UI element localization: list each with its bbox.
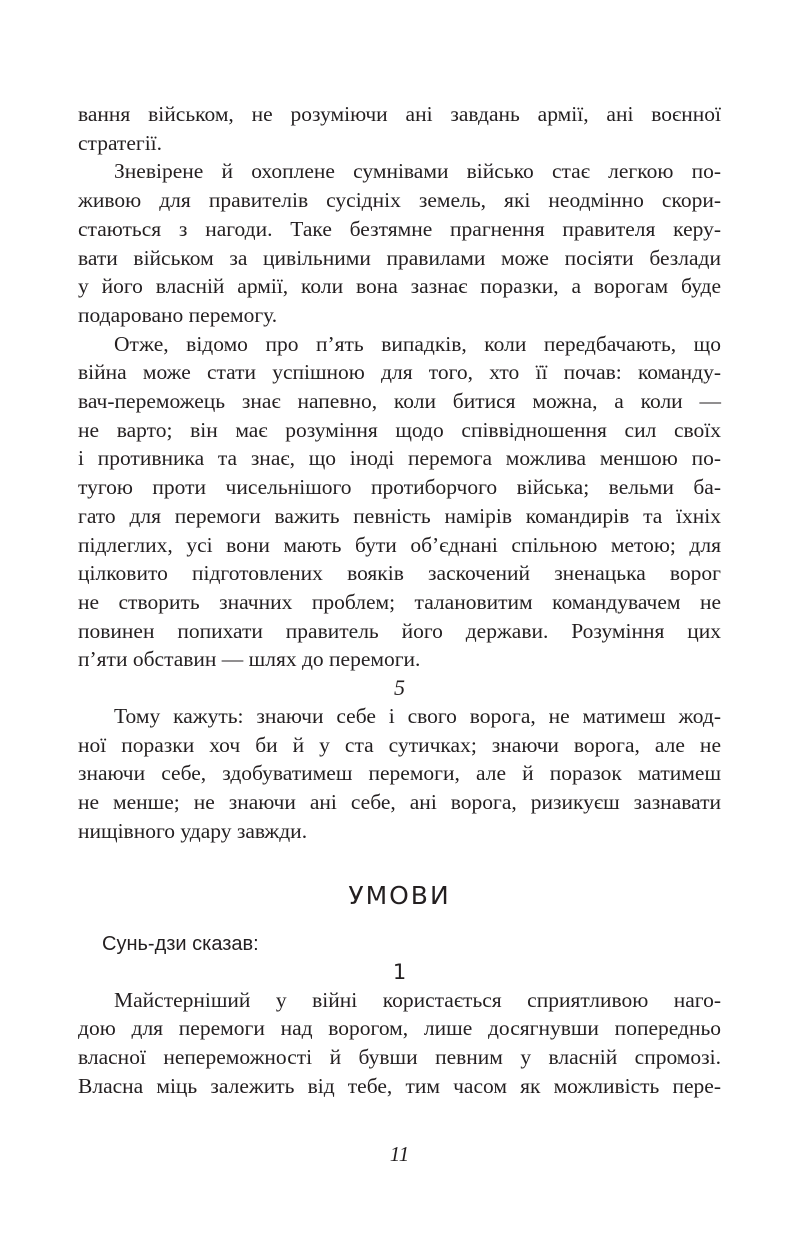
text-line: Тому кажуть: знаючи себе і свого ворога, не матимеш жод-: [114, 704, 721, 729]
text-line: стратегії.: [78, 130, 163, 155]
chapter-heading: УМОВИ: [348, 880, 451, 910]
text-line: Власна міць залежить від тебе, тим часом як можливість пере-: [78, 1073, 721, 1098]
paragraph-continued: [78, 100, 721, 157]
text-line: нищівного удару завжди.: [78, 818, 308, 843]
paragraph: [78, 157, 721, 329]
text-line: вати військом за цивільними правилами може посіяти безлади: [78, 245, 721, 270]
text-line: підлеглих, усі вони мають бути об’єднані спільною метою; для: [78, 532, 721, 557]
text-line: вання військом, не розуміючи ані завдань армії, ані воєнної: [78, 102, 721, 126]
text-line: не створить значних проблем; талановитим командувачем не: [78, 589, 721, 614]
text-line: Отже, відомо про п’ять випадків, коли передбачають, що: [114, 331, 721, 356]
section-number: 1: [392, 959, 407, 984]
text-line: цілковито підготовлених вояків заскочений зненацька ворог: [78, 561, 721, 586]
text-line: живою для правителів сусідніх земель, які неодмінно скори-: [78, 188, 721, 213]
text-line: гато для перемоги важить певність намірів командирів та їхніх: [78, 503, 721, 528]
paragraph: [78, 330, 721, 674]
text-line: стаються з нагоди. Таке безтямне прагнення правителя керу-: [78, 216, 721, 241]
text-line: знаючи себе, здобуватимеш перемоги, але й поразок матимеш: [78, 761, 721, 786]
text-line: власної непереможності й бувши певним у власній спромозі.: [78, 1044, 721, 1069]
section-number: 5: [394, 675, 405, 701]
text-line: і противника та знає, що іноді перемога можлива меншою по-: [78, 446, 721, 471]
text-line: повинен попихати правитель його держави. Розуміння цих: [78, 618, 721, 643]
text-line: дою для перемоги над ворогом, лише досягнувши попередньо: [78, 1016, 721, 1041]
text-line: вач-переможець знає напевно, коли битися можна, а коли —: [78, 389, 721, 414]
paragraph: [78, 986, 721, 1101]
text-line: тугою проти чисельнішого протиборчого війська; вельми ба-: [78, 475, 721, 500]
text-line: не варто; він має розуміння щодо співвідношення сил своїх: [78, 417, 721, 442]
text-line: не менше; не знаючи ані себе, ані ворога, ризикуєш зазнавати: [78, 790, 721, 815]
text-line: подаровано перемогу.: [78, 302, 278, 327]
speaker-line: Сунь-дзи сказав:: [102, 932, 259, 955]
paragraph: [78, 702, 721, 846]
text-line: п’яти обставин — шлях до перемоги.: [78, 647, 421, 672]
text-line: у його власній армії, коли вона зазнає поразки, а ворогам буде: [78, 274, 721, 299]
text-line: ної поразки хоч би й у ста сутичках; знаючи ворога, але не: [78, 732, 721, 757]
text-line: Зневірене й охоплене сумнівами військо стає легкою по-: [114, 159, 721, 184]
text-line: Майстерніший у війні користається сприятливою наго-: [114, 987, 721, 1012]
text-line: війна може стати успішною для того, хто її почав: команду-: [78, 360, 721, 385]
page-number: 11: [389, 1142, 410, 1167]
